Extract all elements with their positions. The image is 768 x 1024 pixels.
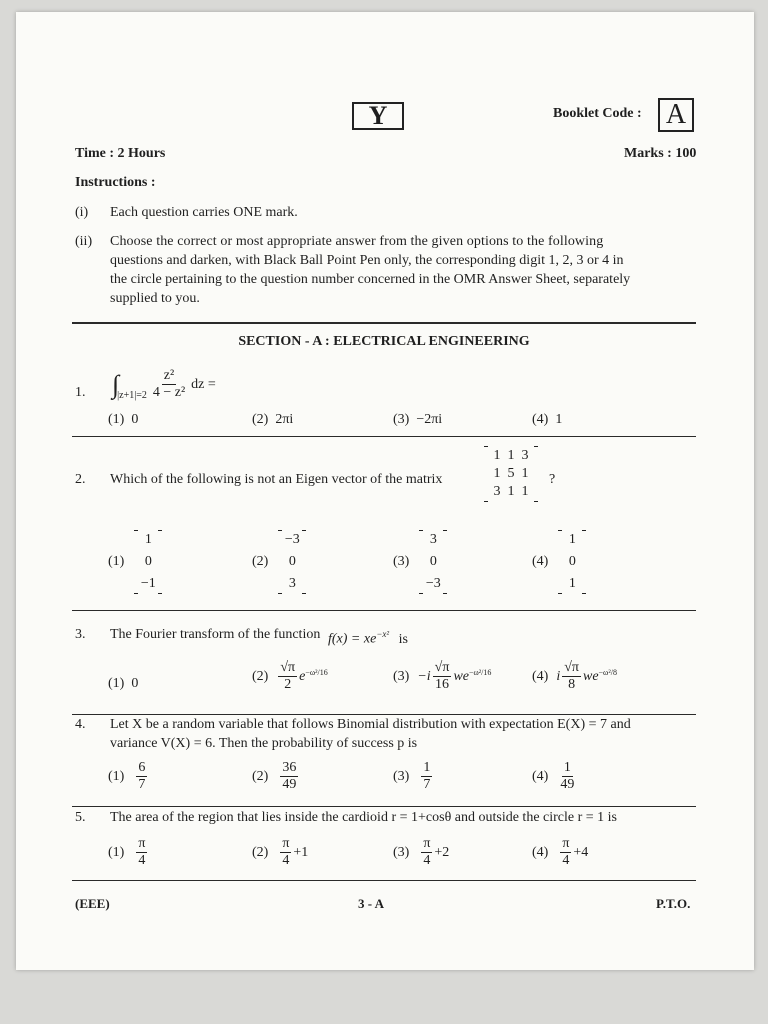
option-fraction xyxy=(562,660,581,693)
vector-entry: 0 xyxy=(568,554,576,569)
matrix-cell: 1 xyxy=(493,466,501,481)
booklet-code-label: Booklet Code : xyxy=(553,106,642,121)
option-label: (3) xyxy=(393,412,410,427)
option-value: 0 xyxy=(131,412,139,427)
q5-text: The area of the region that lies inside the cardioid r = 1+cosθ and outside the circle r = 1 is xyxy=(110,810,618,825)
vector-entry: 0 xyxy=(144,554,152,569)
marks-label: Marks : 100 xyxy=(624,146,697,161)
vector-entry: −3 xyxy=(425,576,441,591)
vector-grid xyxy=(419,530,447,594)
fraction-denominator: 7 xyxy=(138,777,146,792)
q3-option-4[interactable] xyxy=(532,660,617,693)
fraction-numerator: √π xyxy=(564,660,579,675)
matrix-brackets xyxy=(484,446,538,502)
option-label: (2) xyxy=(252,668,269,684)
option-label: (2) xyxy=(252,412,269,427)
q1-option-4[interactable] xyxy=(532,412,562,428)
option-exponent: −ω²/16 xyxy=(469,668,492,677)
fraction-denominator: 49 xyxy=(560,777,575,792)
vector-grid xyxy=(278,530,306,594)
option-label: (3) xyxy=(393,554,410,569)
option-exponent: −ω²/16 xyxy=(305,668,328,677)
q1-contour: |z+1|=2 xyxy=(117,390,147,401)
option-fraction xyxy=(280,760,298,793)
q4-option-4[interactable] xyxy=(532,760,576,793)
q2-number: 2. xyxy=(75,472,86,487)
q2-question-mark: ? xyxy=(549,472,556,487)
divider xyxy=(72,714,696,715)
q2-option-2[interactable] xyxy=(252,530,306,594)
footer-subject-code: (EEE) xyxy=(75,896,110,911)
q1-tail: dz = xyxy=(191,376,216,392)
option-term: e xyxy=(299,668,306,684)
q1-option-3[interactable] xyxy=(393,412,442,428)
vector-grid xyxy=(134,530,162,594)
column-vector xyxy=(558,530,586,594)
q3-text: The Fourier transform of the function xyxy=(110,627,321,642)
q1-denominator: 4 − z² xyxy=(152,385,186,400)
q2-option-4[interactable] xyxy=(532,530,586,594)
vector-entry: 1 xyxy=(144,532,152,547)
fraction-numerator: √π xyxy=(280,660,296,675)
option-label: (4) xyxy=(532,768,549,784)
fraction-numerator: π xyxy=(138,836,146,851)
matrix-cell: 1 xyxy=(521,484,529,499)
vector-entry: 0 xyxy=(288,554,296,569)
option-fraction xyxy=(421,760,432,793)
q2-matrix xyxy=(484,446,538,502)
option-fraction xyxy=(136,836,147,869)
option-fraction xyxy=(136,760,147,793)
instruction-1-number: (i) xyxy=(75,205,89,220)
option-value: 1 xyxy=(555,412,563,427)
option-term: +1 xyxy=(293,844,309,860)
instruction-2-number: (ii) xyxy=(75,234,93,249)
fraction-denominator: 2 xyxy=(284,677,292,692)
fraction-numerator: 1 xyxy=(563,760,571,775)
vector-entry: 3 xyxy=(429,532,437,547)
option-fraction xyxy=(278,660,297,693)
q1-numerator: z² xyxy=(163,368,175,383)
option-term: we xyxy=(453,668,469,684)
footer-pto: P.T.O. xyxy=(656,896,691,911)
column-vector xyxy=(278,530,306,594)
fraction-denominator: 4 xyxy=(282,853,290,868)
option-fraction xyxy=(560,760,574,793)
matrix-grid xyxy=(484,446,538,502)
time-label: Time : 2 Hours xyxy=(75,146,166,161)
q3-option-3[interactable] xyxy=(393,660,491,693)
fraction-denominator: 4 xyxy=(562,853,570,868)
paper-code-box xyxy=(352,102,404,130)
vector-grid xyxy=(558,530,586,594)
fraction-numerator: √π xyxy=(434,660,450,675)
q2-text: Which of the following is not an Eigen vector of the matrix xyxy=(110,472,443,487)
instruction-2-line: Choose the correct or most appropriate answer from the given options to the following xyxy=(110,234,604,249)
footer-page-number: 3 - A xyxy=(358,896,384,911)
option-label: (1) xyxy=(108,412,125,427)
matrix-cell: 1 xyxy=(521,466,529,481)
matrix-cell: 3 xyxy=(521,448,529,463)
function-expression: f(x) = xe xyxy=(328,631,377,647)
option-label: (1) xyxy=(108,676,125,691)
matrix-cell: 3 xyxy=(493,484,501,499)
option-fraction xyxy=(421,836,432,869)
option-prefix: −i xyxy=(417,668,431,684)
column-vector xyxy=(134,530,162,594)
fraction-numerator: π xyxy=(562,836,570,851)
vector-entry: −3 xyxy=(284,532,300,547)
q4-option-2[interactable] xyxy=(252,760,300,793)
divider xyxy=(72,436,696,437)
vector-entry: 1 xyxy=(568,576,576,591)
option-term: +4 xyxy=(573,844,589,860)
paper-code: Y xyxy=(368,101,388,130)
divider xyxy=(72,806,696,807)
fraction-numerator: 1 xyxy=(423,760,431,775)
exam-page xyxy=(16,12,754,970)
fraction-denominator: 4 xyxy=(423,853,431,868)
option-exponent: −ω²/8 xyxy=(598,668,617,677)
option-label: (4) xyxy=(532,412,549,427)
q3-number: 3. xyxy=(75,627,86,642)
matrix-cell: 1 xyxy=(507,484,515,499)
option-fraction xyxy=(280,836,291,869)
option-label: (3) xyxy=(393,768,410,784)
fraction-denominator: 8 xyxy=(568,677,576,692)
column-vector xyxy=(419,530,447,594)
instruction-2-line: questions and darken, with Black Ball Point Pen only, the corresponding digit 1, 2, 3 or 4 in xyxy=(110,253,624,268)
fraction-denominator: 16 xyxy=(435,677,450,692)
divider xyxy=(72,322,696,324)
option-label: (4) xyxy=(532,668,549,684)
option-fraction xyxy=(433,660,452,693)
q1-expression xyxy=(112,368,216,401)
q3-function xyxy=(328,626,408,648)
matrix-cell: 1 xyxy=(493,448,501,463)
q5-number: 5. xyxy=(75,810,86,825)
option-label: (2) xyxy=(252,844,269,860)
option-label: (1) xyxy=(108,768,125,784)
option-label: (2) xyxy=(252,554,269,569)
q5-option-3[interactable] xyxy=(393,836,449,869)
fraction-denominator: 4 xyxy=(138,853,146,868)
fraction-denominator: 49 xyxy=(282,777,297,792)
q3-option-2[interactable] xyxy=(252,660,328,693)
matrix-cell: 5 xyxy=(507,466,515,481)
q1-fraction xyxy=(153,368,185,401)
divider xyxy=(72,610,696,611)
function-exponent: −x² xyxy=(376,629,390,639)
option-label: (3) xyxy=(393,668,410,684)
option-term: +2 xyxy=(434,844,450,860)
instruction-2-line: supplied to you. xyxy=(110,291,200,306)
option-value: 0 xyxy=(131,676,139,691)
instruction-2-line: the circle pertaining to the question number concerned in the OMR Answer Sheet, separately xyxy=(110,272,631,287)
fraction-numerator: π xyxy=(282,836,290,851)
q4-option-1[interactable] xyxy=(108,760,149,793)
matrix-cell: 1 xyxy=(507,448,515,463)
q3-tail: is xyxy=(398,631,408,647)
instruction-1-text: Each question carries ONE mark. xyxy=(110,205,298,220)
q4-number: 4. xyxy=(75,717,86,732)
vector-entry: −1 xyxy=(140,576,156,591)
q4-line: Let X be a random variable that follows Binomial distribution with expectation E(X) = 7 and xyxy=(110,717,631,732)
fraction-denominator: 7 xyxy=(423,777,431,792)
vector-entry: 3 xyxy=(288,576,296,591)
q3-option-1[interactable] xyxy=(108,676,138,692)
option-label: (1) xyxy=(108,844,125,860)
option-label: (3) xyxy=(393,844,410,860)
section-title: SECTION - A : ELECTRICAL ENGINEERING xyxy=(238,334,530,349)
booklet-code-box xyxy=(658,98,694,132)
q2-option-1[interactable] xyxy=(108,530,162,594)
instructions-title: Instructions : xyxy=(75,175,156,190)
option-label: (4) xyxy=(532,844,549,860)
vector-entry: 0 xyxy=(429,554,437,569)
q2-option-3[interactable] xyxy=(393,530,447,594)
q5-option-1[interactable] xyxy=(108,836,149,869)
booklet-code: A xyxy=(665,99,687,130)
q1-option-2[interactable] xyxy=(252,412,293,428)
q4-line: variance V(X) = 6. Then the probability of success p is xyxy=(110,736,418,751)
option-prefix: i xyxy=(556,668,561,684)
option-value: 2πi xyxy=(275,412,294,427)
option-label: (4) xyxy=(532,554,549,569)
option-value: −2πi xyxy=(416,412,443,427)
q1-option-1[interactable] xyxy=(108,412,138,428)
q4-option-3[interactable] xyxy=(393,760,434,793)
fraction-numerator: 36 xyxy=(282,760,297,775)
fraction-numerator: π xyxy=(423,836,431,851)
q5-option-2[interactable] xyxy=(252,836,308,869)
q5-option-4[interactable] xyxy=(532,836,588,869)
fraction-numerator: 6 xyxy=(138,760,146,775)
option-label: (2) xyxy=(252,768,269,784)
option-fraction xyxy=(560,836,571,869)
divider xyxy=(72,880,696,881)
q1-number: 1. xyxy=(75,385,86,400)
vector-entry: 1 xyxy=(568,532,576,547)
integral-symbol: ∫ xyxy=(112,369,120,399)
option-term: we xyxy=(582,668,599,684)
option-label: (1) xyxy=(108,554,125,569)
